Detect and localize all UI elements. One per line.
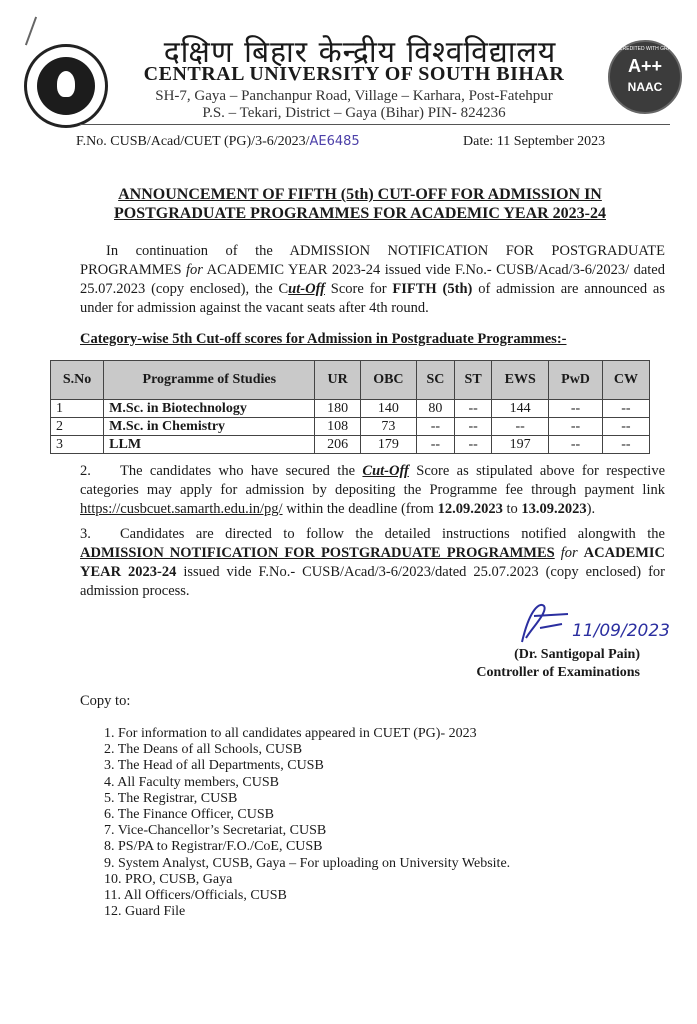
list-item: 11. All Officers/Officials, CUSB	[104, 888, 287, 904]
table-row: 1 M.Sc. in Biotechnology 180 140 80 -- 144 -- --	[51, 400, 650, 418]
tree-icon	[57, 71, 75, 97]
table-row: 2 M.Sc. in Chemistry 108 73 -- -- -- -- --	[51, 418, 650, 436]
list-item: 8. PS/PA to Registrar/F.O./CoE, CUSB	[104, 839, 323, 855]
list-item: 6. The Finance Officer, CUSB	[104, 807, 275, 823]
col-pwd: PwD	[549, 361, 603, 400]
payment-link[interactable]: https://cusbcuet.samarth.edu.in/pg/	[80, 501, 283, 517]
table-header-row	[51, 361, 650, 400]
col-sno: S.No	[51, 361, 104, 400]
file-number	[76, 134, 360, 150]
hindi-university-name: दक्षिण बिहार केन्द्रीय विश्वविद्यालय	[163, 35, 557, 70]
col-cw: CW	[602, 361, 649, 400]
col-programme: Programme of Studies	[104, 361, 315, 400]
signature-date: 11/09/2023	[572, 621, 670, 641]
naac-ring-text: ACCREDITED WITH GRADE	[612, 46, 678, 52]
announcement-title-line-2: POSTGRADUATE PROGRAMMES FOR ACADEMIC YEAR 2023-24	[114, 205, 606, 222]
table-subheading: Category-wise 5th Cut-off scores for Admission in Postgraduate Programmes:-	[80, 331, 567, 347]
list-item: 9. System Analyst, CUSB, Gaya – For uploading on University Website.	[104, 855, 511, 871]
logo-emblem	[37, 57, 95, 115]
header-divider	[80, 124, 670, 125]
list-item: 2. The Deans of all Schools, CUSB	[104, 742, 303, 758]
list-item: 10. PRO, CUSB, Gaya	[104, 871, 233, 887]
university-logo	[24, 44, 108, 128]
cutoff-table	[50, 360, 650, 454]
paragraph-1: In continuation of the ADMISSION NOTIFICATION FOR POSTGRADUATE PROGRAMMES for ACADEMIC YEAR 2023-24 issued vide F.No.- CUSB/Acad/3-6/2023/ dated 25.07.2023 (copy enclosed), the Cut-Off Score for FIFTH (5th) of admission are announced as under for admission against the vacant seats after 4th round.	[80, 243, 666, 316]
paragraph-2: 2. The candidates who have secured the Cut-Off Score as stipulated above for respective categories may apply for admission by depositing the Programme fee through payment link https://cusbcuet.samarth.edu.in/pg/ within the deadline (from 12.09.2023 to 13.09.2023).	[80, 463, 665, 517]
naac-badge	[608, 40, 682, 114]
announcement-title-line-1: ANNOUNCEMENT OF FIFTH (5th) CUT-OFF FOR ADMISSION IN	[118, 186, 602, 203]
copy-to-list	[104, 726, 510, 920]
file-number-handwritten: AE6485	[309, 134, 360, 149]
list-item: 5. The Registrar, CUSB	[104, 790, 238, 806]
naac-grade: A++	[627, 56, 663, 76]
col-ews: EWS	[492, 361, 549, 400]
signature	[510, 598, 680, 648]
list-item: 7. Vice-Chancellor’s Secretariat, CUSB	[104, 823, 327, 839]
paragraph-3: 3. Candidates are directed to follow the detailed instructions notified alongwith the ADMISSION NOTIFICATION FOR POSTGRADUATE PROGRAMMES for ACADEMIC YEAR 2023-24 issued vide F.No.- CUSB/Acad/3-6/2023/dated 25.07.2023 (copy enclosed) for admission process.	[80, 526, 666, 599]
list-item: 12. Guard File	[104, 904, 186, 920]
signatory-designation: Controller of Examinations	[476, 665, 640, 680]
col-obc: OBC	[360, 361, 416, 400]
pen-mark	[25, 17, 37, 46]
list-item: 3. The Head of all Departments, CUSB	[104, 758, 324, 774]
col-ur: UR	[315, 361, 360, 400]
col-st: ST	[455, 361, 492, 400]
list-item: 1. For information to all candidates appeared in CUET (PG)- 2023	[104, 726, 477, 741]
naac-label: NAAC	[627, 80, 663, 94]
address-line-1: SH-7, Gaya – Panchanpur Road, Village – Karhara, Post-Fatehpur	[155, 88, 553, 104]
address-line-2: P.S. – Tekari, District – Gaya (Bihar) PIN- 824236	[202, 105, 506, 121]
university-name: CENTRAL UNIVERSITY OF SOUTH BIHAR	[143, 63, 565, 85]
document-date: Date: 11 September 2023	[463, 134, 606, 149]
file-number-text: F.No. CUSB/Acad/CUET (PG)/3-6/2023/	[76, 134, 310, 149]
signatory-name: (Dr. Santigopal Pain)	[514, 647, 640, 662]
table-row: 3 LLM 206 179 -- -- 197 -- --	[51, 436, 650, 454]
copy-to-label: Copy to:	[80, 693, 131, 709]
col-sc: SC	[416, 361, 454, 400]
list-item: 4. All Faculty members, CUSB	[104, 774, 279, 790]
